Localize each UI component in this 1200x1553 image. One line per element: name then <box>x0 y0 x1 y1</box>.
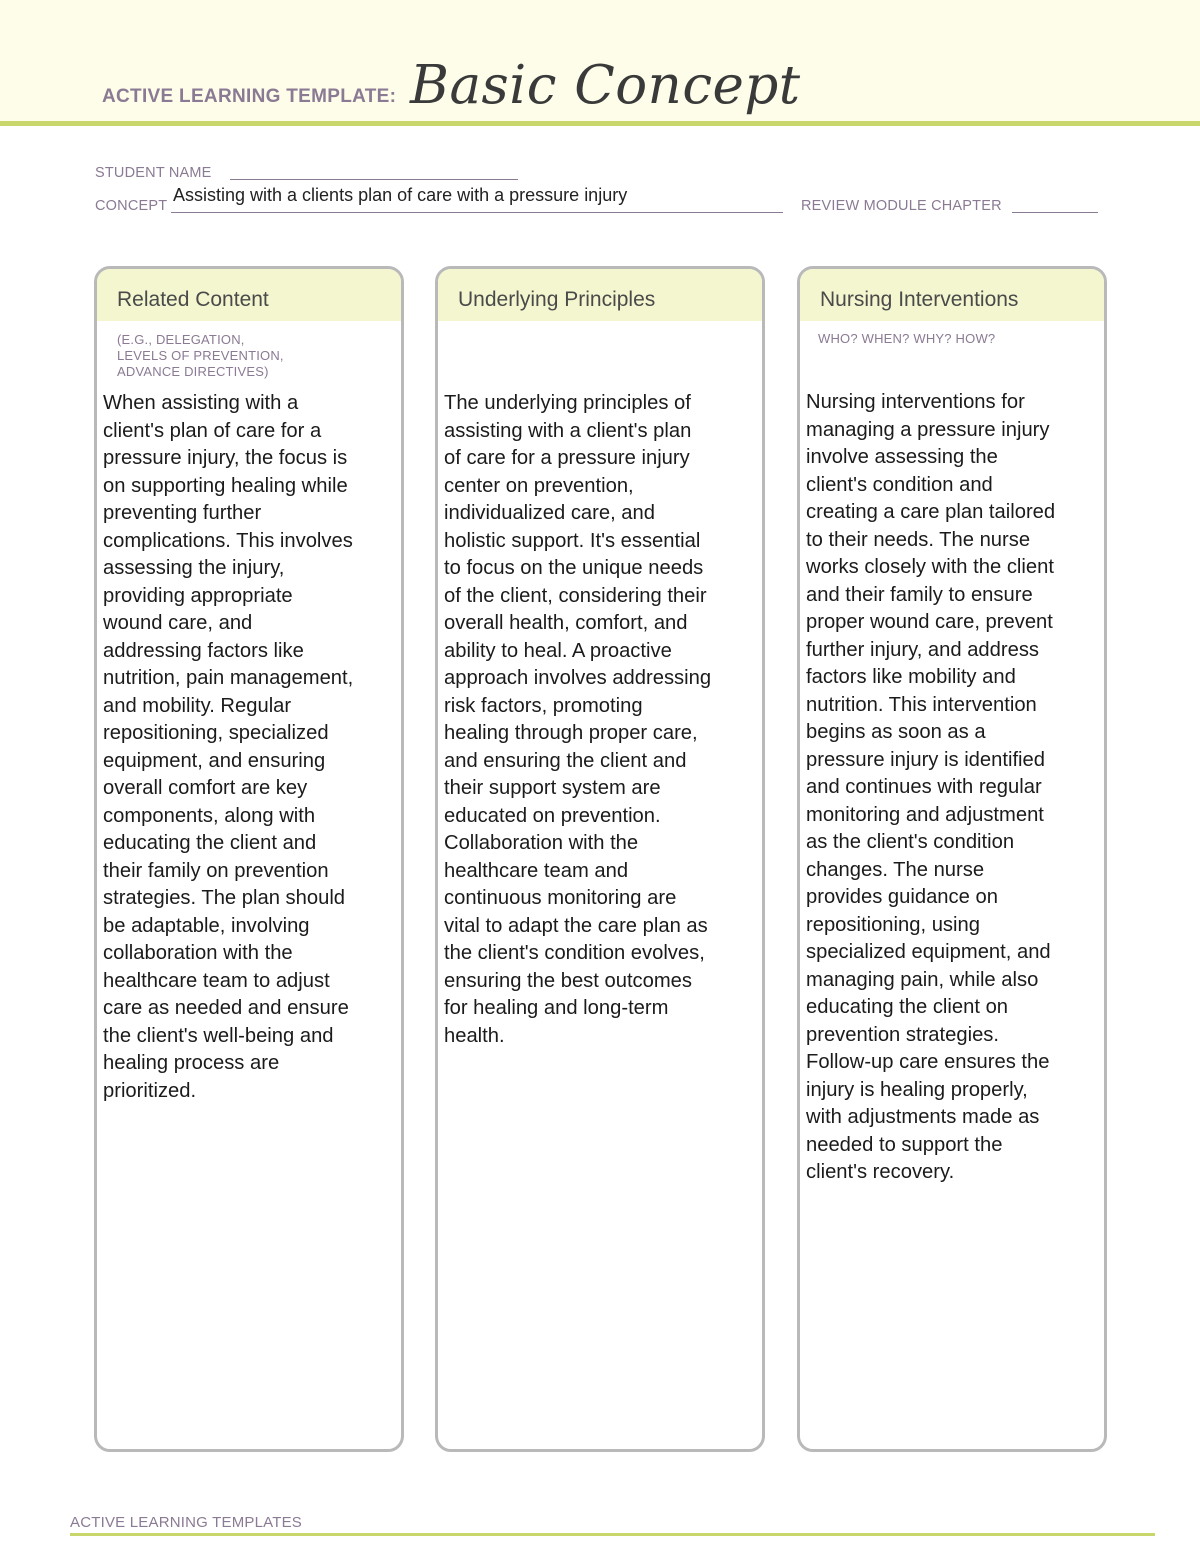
panel-header <box>438 269 762 321</box>
related-content-text[interactable]: When assisting with a client's plan of care for a pressure injury, the focus is on supporting healing while preventing further complications. This involves assessing the injury, providing appropriate wound care, and addressing factors like nutrition, pain management, and mobility. Regular repositioning, specialized equipment, and ensuring overall comfort are key components, along with educating the client and their family on prevention strategies. The plan should be adaptable, involving collaboration with the healthcare team to adjust care as needed and ensure the client's well-being and healing process are prioritized. <box>103 392 354 1102</box>
page-title: Basic Concept <box>410 55 801 116</box>
nursing-interventions-text[interactable]: Nursing interventions for managing a pressure injury involve assessing the client's condition and creating a care plan tailored to their needs. The nurse works closely with the client and their family to ensure proper wound care, prevent further injury, and address factors like mobility and nutrition. This intervention begins as soon as a pressure injury is identified and continues with regular monitoring and adjustment as the client's condition changes. The nurse provides guidance on repositioning, using specialized equipment, and managing pain, while also educating the client on prevention strategies. Follow-up care ensures the injury is healing properly, with adjustments made as needed to support the client's recovery. <box>806 391 1056 1183</box>
panel-title: Nursing Interventions <box>820 288 1019 311</box>
panel-header <box>800 269 1104 321</box>
panel-subtitle: (E.G., DELEGATION, LEVELS OF PREVENTION, ADVANCE DIRECTIVES) <box>117 332 284 379</box>
underlying-principles-panel <box>435 266 765 1452</box>
panel-header <box>97 269 401 321</box>
concept-value: Assisting with a clients plan of care with a pressure injury <box>173 185 628 205</box>
footer-label: ACTIVE LEARNING TEMPLATES <box>70 1514 302 1531</box>
panel-title: Related Content <box>117 288 269 311</box>
footer-divider <box>70 1533 1155 1536</box>
review-module-label: REVIEW MODULE CHAPTER <box>801 198 1002 214</box>
panel-title: Underlying Principles <box>458 288 656 311</box>
header-divider <box>0 121 1200 126</box>
student-name-label: STUDENT NAME <box>95 165 212 181</box>
underlying-principles-text[interactable]: The underlying principles of assisting with a client's plan of care for a pressure injury center on prevention, individualized care, and holistic support. It's essential to focus on the unique needs of the client, considering their overall health, comfort, and ability to heal. A proactive approach involves addressing risk factors, promoting healing through proper care, and ensuring the client and their support system are educated on prevention. Collaboration with the healthcare team and continuous monitoring are vital to adapt the care plan as the client's condition evolves, ensuring the best outcomes for healing and long-term health. <box>444 392 712 1047</box>
nursing-interventions-panel <box>797 266 1107 1452</box>
related-content-panel <box>94 266 404 1452</box>
student-name-field[interactable] <box>230 178 518 180</box>
concept-label: CONCEPT <box>95 198 168 214</box>
panel-subtitle: WHO? WHEN? WHY? HOW? <box>818 331 996 346</box>
template-label: ACTIVE LEARNING TEMPLATE: <box>102 86 397 107</box>
review-module-field[interactable] <box>1012 211 1098 213</box>
concept-field[interactable] <box>171 211 783 213</box>
